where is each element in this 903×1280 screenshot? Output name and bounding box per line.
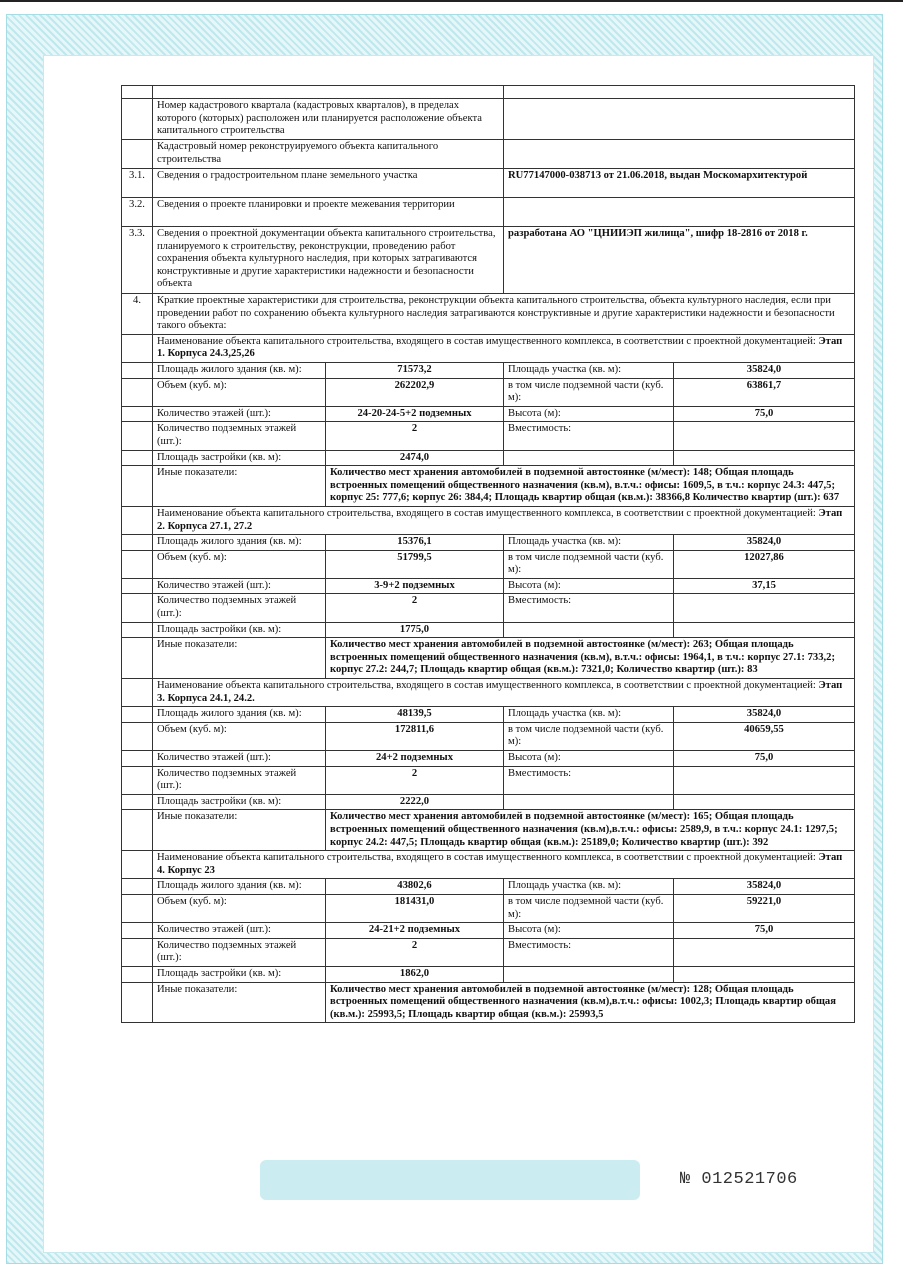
empty-cell [122,622,153,638]
permit-table-body [122,86,855,1023]
value-other: Количество мест хранения автомобилей в подземной автостоянке (м/мест): 165; Общая площадь встроенных помещений общественного назначения (кв.м),в.т.ч.: офисы: 2589,9, в т.ч.: корпус 24.1: 1297,5; корпус 24.2: 447,5; Площадь квартир общая (кв.м.): 25189,0; Количество квартир (шт.): 392 [326,810,855,851]
value-capacity [674,938,855,966]
stage-data-row [122,722,855,750]
value-underground-floors: 2 [326,422,504,450]
label-built-area: Площадь застройки (кв. м): [153,450,326,466]
value-underground-volume: 63861,7 [674,378,855,406]
label-underground-floors: Количество подземных этажей (шт.): [153,766,326,794]
stage-name-row [122,679,855,707]
stage-data-row [122,535,855,551]
stage-data-row [122,578,855,594]
label-underground-floors: Количество подземных этажей (шт.): [153,594,326,622]
label-area-living: Площадь жилого здания (кв. м): [153,535,326,551]
empty-cell [504,622,674,638]
empty-cell [122,766,153,794]
stage-data-row [122,550,855,578]
label-site-area: Площадь участка (кв. м): [504,707,674,723]
empty-cell [674,450,855,466]
stage-name-prefix: Наименование объекта капитального строительства, входящего в состав имущественного комплекса, в соответствии с проектной документацией: [157,852,816,864]
value-volume: 51799,5 [326,550,504,578]
label-height: Высота (м): [504,923,674,939]
empty-cell [122,466,153,507]
stage-name-row [122,506,855,534]
value-floors: 24-20-24-5+2 подземных [326,406,504,422]
empty-cell [674,622,855,638]
section4-text: Краткие проектные характеристики для строительства, реконструкции объекта капитального строительства, объекта культурного наследия, если при проведении работ по сохранению объекта культурного наследия затрагиваются конструктивные и другие характеристики надежности и безопасности такого объекта: [153,294,855,335]
header-row [122,169,855,198]
stage-data-row [122,622,855,638]
value-area-living: 48139,5 [326,707,504,723]
empty-cell [122,334,153,362]
label-floors: Количество этажей (шт.): [153,406,326,422]
stage-data-row [122,894,855,922]
stage-data-row [122,751,855,767]
stage-name [153,334,855,362]
empty-cell [122,923,153,939]
empty-cell [122,894,153,922]
label-cell [153,86,504,99]
label-other: Иные показатели: [153,466,326,507]
value-area-living: 71573,2 [326,362,504,378]
top-border-line [0,0,903,2]
stage-name [153,851,855,879]
value-other: Количество мест хранения автомобилей в подземной автостоянке (м/мест): 263; Общая площадь встроенных помещений общественного назначения (кв.м), в.т.ч.: офисы: 1964,1, в т.ч.: корпус 27.1: 733,2; корпус 27.2: 244,7; Площадь квартир общая (кв.м.): 7321,0; Количество квартир (шт.): 83 [326,638,855,679]
table-row-blank [122,86,855,99]
value-underground-volume: 12027,86 [674,550,855,578]
stage-other-row [122,982,855,1023]
stage-name-prefix: Наименование объекта капитального строительства, входящего в состав имущественного комплекса, в соответствии с проектной документацией: [157,680,816,692]
empty-cell [122,362,153,378]
empty-cell [122,506,153,534]
stage-name-row [122,851,855,879]
value-built-area: 2222,0 [326,794,504,810]
stage-data-row [122,450,855,466]
value-capacity [674,594,855,622]
empty-cell [122,722,153,750]
label-underground-volume: в том числе подземной части (куб. м): [504,378,674,406]
label-underground-volume: в том числе подземной части (куб. м): [504,894,674,922]
stage-name-prefix: Наименование объекта капитального строительства, входящего в состав имущественного комплекса, в соответствии с проектной документацией: [157,335,816,347]
label-volume: Объем (куб. м): [153,894,326,922]
label-built-area: Площадь застройки (кв. м): [153,622,326,638]
label-underground-volume: в том числе подземной части (куб. м): [504,550,674,578]
value-capacity [674,766,855,794]
stage-data-row [122,406,855,422]
stage-data-row [122,879,855,895]
value-built-area: 1775,0 [326,622,504,638]
value-other: Количество мест хранения автомобилей в подземной автостоянке (м/мест): 128; Общая площадь встроенных помещений общественного назначения (кв.м),в.т.ч.: офисы: 1002,3; Площадь квартир общая (кв.м.): 25993,5; Площадь квартир общая (кв.м.): 25993,5 [326,982,855,1023]
value-underground-volume: 40659,55 [674,722,855,750]
value-underground-floors: 2 [326,594,504,622]
empty-cell [122,851,153,879]
stage-other-row [122,466,855,507]
label-capacity: Вместимость: [504,594,674,622]
label-other: Иные показатели: [153,638,326,679]
stage-other-row [122,638,855,679]
value-cell [504,86,855,99]
label-site-area: Площадь участка (кв. м): [504,362,674,378]
stage-title: Этап 1. Корпуса 24.3,25,26 [157,335,843,360]
label-height: Высота (м): [504,406,674,422]
serial-number: № 012521706 [680,1170,798,1189]
empty-cell [504,794,674,810]
item-value [504,140,855,169]
label-volume: Объем (куб. м): [153,550,326,578]
value-site-area: 35824,0 [674,535,855,551]
empty-cell [674,794,855,810]
value-height: 37,15 [674,578,855,594]
item-value: разработана АО "ЦНИИЭП жилища", шифр 18-2816 от 2018 г. [504,227,855,294]
value-floors: 3-9+2 подземных [326,578,504,594]
stage-data-row [122,378,855,406]
empty-cell [122,938,153,966]
item-label: Сведения о градостроительном плане земельного участка [153,169,504,198]
item-number [122,99,153,140]
value-underground-volume: 59221,0 [674,894,855,922]
stage-data-row [122,923,855,939]
item-label: Кадастровый номер реконструируемого объекта капитального строительства [153,140,504,169]
empty-cell [674,966,855,982]
item-number [122,140,153,169]
label-built-area: Площадь застройки (кв. м): [153,966,326,982]
value-site-area: 35824,0 [674,707,855,723]
value-capacity [674,422,855,450]
label-site-area: Площадь участка (кв. м): [504,535,674,551]
item-label: Номер кадастрового квартала (кадастровых кварталов), в пределах которого (которых) расположен или планируется расположение объекта капитального строительства [153,99,504,140]
stage-other-row [122,810,855,851]
empty-cell [504,450,674,466]
value-volume: 181431,0 [326,894,504,922]
value-height: 75,0 [674,923,855,939]
stage-data-row [122,594,855,622]
label-floors: Количество этажей (шт.): [153,923,326,939]
stage-title: Этап 3. Корпуса 24.1, 24.2. [157,680,843,704]
empty-cell [122,707,153,723]
label-floors: Количество этажей (шт.): [153,578,326,594]
item-number: 4. [122,294,153,335]
empty-cell [504,966,674,982]
label-area-living: Площадь жилого здания (кв. м): [153,879,326,895]
empty-cell [122,450,153,466]
label-capacity: Вместимость: [504,938,674,966]
empty-cell [122,751,153,767]
value-height: 75,0 [674,751,855,767]
stage-data-row [122,766,855,794]
label-underground-volume: в том числе подземной части (куб. м): [504,722,674,750]
value-floors: 24+2 подземных [326,751,504,767]
stage-name-prefix: Наименование объекта капитального строительства, входящего в состав имущественного комплекса, в соответствии с проектной документацией: [157,507,816,519]
value-area-living: 43802,6 [326,879,504,895]
value-volume: 172811,6 [326,722,504,750]
num-cell [122,86,153,99]
value-area-living: 15376,1 [326,535,504,551]
label-volume: Объем (куб. м): [153,378,326,406]
label-area-living: Площадь жилого здания (кв. м): [153,362,326,378]
label-other: Иные показатели: [153,982,326,1023]
item-label: Сведения о проектной документации объекта капитального строительства, планируемого к строительству, реконструкции, проведению работ сохранения объекта культурного наследия, при которых затрагиваются конструктивные и другие характеристики надежности и безопасности объекта [153,227,504,294]
stage-data-row [122,794,855,810]
label-volume: Объем (куб. м): [153,722,326,750]
empty-cell [122,879,153,895]
label-capacity: Вместимость: [504,766,674,794]
value-height: 75,0 [674,406,855,422]
permit-table [121,85,855,1023]
value-volume: 262202,9 [326,378,504,406]
label-area-living: Площадь жилого здания (кв. м): [153,707,326,723]
empty-cell [122,378,153,406]
empty-cell [122,679,153,707]
label-underground-floors: Количество подземных этажей (шт.): [153,422,326,450]
item-number: 3.1. [122,169,153,198]
stage-title: Этап 4. Корпус 23 [157,852,843,876]
empty-cell [122,535,153,551]
item-number: 3.3. [122,227,153,294]
value-underground-floors: 2 [326,766,504,794]
item-value: RU77147000-038713 от 21.06.2018, выдан Москомархитектурой [504,169,855,198]
stage-name-row [122,334,855,362]
item-number: 3.2. [122,198,153,227]
label-built-area: Площадь застройки (кв. м): [153,794,326,810]
label-underground-floors: Количество подземных этажей (шт.): [153,938,326,966]
stage-data-row [122,362,855,378]
header-row [122,227,855,294]
empty-cell [122,578,153,594]
label-site-area: Площадь участка (кв. м): [504,879,674,895]
item-label: Сведения о проекте планировки и проекте межевания территории [153,198,504,227]
empty-cell [122,594,153,622]
stage-title: Этап 2. Корпуса 27.1, 27.2 [157,507,843,532]
value-built-area: 1862,0 [326,966,504,982]
value-other: Количество мест хранения автомобилей в подземной автостоянке (м/мест): 148; Общая площадь встроенных помещений общественного назначения (кв.м), в.т.ч.: офисы: 1609,5, в т.ч.: корпус 24.3: 447,5; корпус 25: 777,6; корпус 26: 384,4; Площадь квартир общая (кв.м.): 38366,8 Количество квартир (шт.): 637 [326,466,855,507]
stage-name [153,506,855,534]
value-site-area: 35824,0 [674,879,855,895]
value-underground-floors: 2 [326,938,504,966]
empty-cell [122,810,153,851]
label-height: Высота (м): [504,578,674,594]
value-floors: 24-21+2 подземных [326,923,504,939]
empty-cell [122,422,153,450]
label-other: Иные показатели: [153,810,326,851]
stage-name [153,679,855,707]
empty-cell [122,982,153,1023]
empty-cell [122,966,153,982]
label-capacity: Вместимость: [504,422,674,450]
value-site-area: 35824,0 [674,362,855,378]
watermark-stamp [260,1160,640,1200]
empty-cell [122,794,153,810]
section4-row [122,294,855,335]
item-value [504,198,855,227]
empty-cell [122,406,153,422]
stage-data-row [122,966,855,982]
item-value [504,99,855,140]
value-built-area: 2474,0 [326,450,504,466]
label-height: Высота (м): [504,751,674,767]
stage-data-row [122,707,855,723]
header-row [122,198,855,227]
label-floors: Количество этажей (шт.): [153,751,326,767]
empty-cell [122,550,153,578]
header-row [122,99,855,140]
stage-data-row [122,422,855,450]
stage-data-row [122,938,855,966]
empty-cell [122,638,153,679]
header-row [122,140,855,169]
